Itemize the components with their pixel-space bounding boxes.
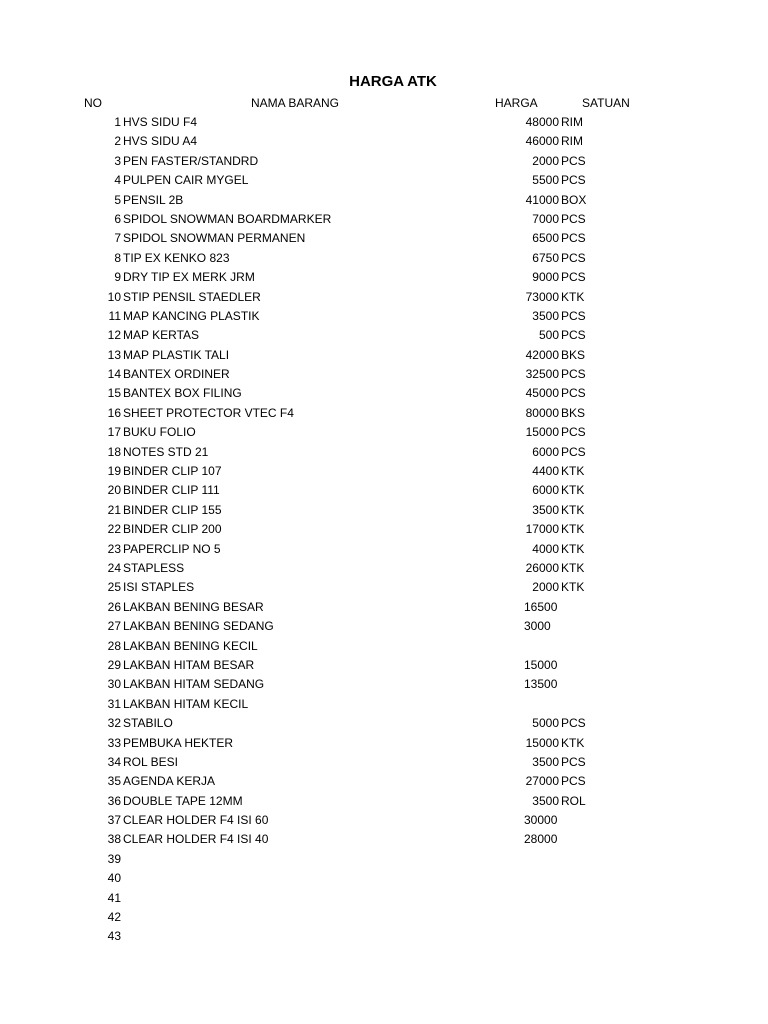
item-unit: KTK (561, 735, 585, 750)
table-row (0, 598, 768, 617)
row-number: 37 (107, 813, 121, 828)
item-name: HVS SIDU F4 (123, 115, 198, 129)
row-number: 18 (107, 444, 121, 459)
item-name: BANTEX ORDINER (123, 367, 230, 382)
row-number: 27 (107, 619, 121, 634)
row-number: 24 (107, 560, 121, 575)
table-row (0, 210, 768, 229)
item-price: 5500 (532, 173, 559, 188)
item-unit: KTK (561, 289, 585, 304)
item-name: MAP PLASTIK TALI (123, 347, 230, 362)
item-price: 42000 (525, 347, 559, 362)
row-number: 3 (114, 153, 121, 168)
column-header-no: NO (84, 96, 102, 110)
item-price: 3500 (532, 754, 559, 769)
row-number: 31 (107, 696, 121, 711)
item-price: 80000 (525, 405, 559, 420)
item-name: LAKBAN BENING SEDANG (123, 619, 274, 634)
table-row (0, 288, 768, 307)
item-price: 46000 (525, 134, 559, 149)
item-name: HVS SIDU A4 (123, 134, 198, 149)
item-name: BUKU FOLIO (123, 425, 196, 440)
item-price: 2000 (532, 580, 559, 595)
row-number: 40 (107, 871, 121, 886)
row-number: 26 (107, 599, 121, 614)
item-price: 4000 (532, 541, 559, 556)
item-price: 5000 (532, 716, 559, 731)
item-name: LAKBAN HITAM KECIL (123, 696, 249, 711)
item-price: 16500 (524, 599, 558, 614)
row-number: 22 (107, 522, 121, 537)
item-name: BINDER CLIP 200 (123, 522, 222, 537)
table-row (0, 869, 768, 888)
item-unit: PCS (561, 425, 586, 440)
table-row (0, 889, 768, 908)
item-name: CLEAR HOLDER F4 ISI 60 (123, 813, 269, 828)
item-unit: BOX (561, 192, 587, 207)
item-name: BINDER CLIP 107 (123, 464, 222, 479)
row-number: 33 (107, 735, 121, 750)
item-price: 28000 (524, 832, 558, 847)
row-number: 8 (114, 250, 121, 265)
row-number: 21 (107, 502, 121, 517)
item-name: AGENDA KERJA (123, 774, 216, 789)
row-number: 9 (114, 270, 121, 285)
item-price: 9000 (532, 270, 559, 285)
item-name: SHEET PROTECTOR VTEC F4 (123, 405, 294, 420)
table-row (0, 501, 768, 520)
table-row (0, 927, 768, 946)
item-unit: KTK (561, 502, 585, 517)
row-number: 10 (107, 289, 121, 304)
row-number: 28 (107, 638, 121, 653)
column-header-harga: HARGA (495, 96, 538, 110)
row-number: 1 (114, 115, 121, 129)
item-unit: PCS (561, 774, 586, 789)
item-price: 15000 (525, 735, 559, 750)
item-name: STIP PENSIL STAEDLER (123, 289, 261, 304)
table-row (0, 307, 768, 326)
table-row (0, 365, 768, 384)
item-unit: RIM (561, 134, 583, 149)
row-number: 36 (107, 793, 121, 808)
row-number: 13 (107, 347, 121, 362)
item-name: LAKBAN BENING KECIL (123, 638, 258, 653)
item-price: 13500 (524, 677, 558, 692)
table-row (0, 714, 768, 733)
item-price: 15000 (524, 657, 558, 672)
row-number: 5 (114, 192, 121, 207)
table-row (0, 443, 768, 462)
table-row (0, 695, 768, 714)
item-price: 30000 (524, 813, 558, 828)
item-name: LAKBAN BENING BESAR (123, 599, 264, 614)
item-price: 2000 (532, 153, 559, 168)
row-number: 34 (107, 754, 121, 769)
item-price: 73000 (525, 289, 559, 304)
table-row (0, 578, 768, 597)
row-number: 39 (107, 851, 121, 866)
item-price: 3500 (532, 793, 559, 808)
item-unit: PCS (561, 386, 586, 401)
table-row (0, 191, 768, 210)
table-row (0, 908, 768, 927)
item-unit: PCS (561, 716, 586, 731)
item-price: 41000 (525, 192, 559, 207)
table-row (0, 229, 768, 248)
table-row (0, 540, 768, 559)
item-price: 3500 (532, 308, 559, 323)
row-number: 38 (107, 832, 121, 847)
table-row (0, 462, 768, 481)
item-name: PAPERCLIP NO 5 (123, 541, 221, 556)
table-row (0, 171, 768, 190)
row-number: 16 (107, 405, 121, 420)
table-row (0, 404, 768, 423)
table-row (0, 850, 768, 869)
item-price: 26000 (525, 560, 559, 575)
page-title: HARGA ATK (349, 73, 437, 90)
row-number: 4 (114, 173, 121, 188)
item-unit: PCS (561, 211, 586, 226)
row-number: 20 (107, 483, 121, 498)
item-price: 6500 (532, 231, 559, 246)
table-row (0, 637, 768, 656)
item-name: PEMBUKA HEKTER (123, 735, 234, 750)
table-row (0, 675, 768, 694)
table-row (0, 753, 768, 772)
table-row (0, 268, 768, 287)
item-name: TIP EX KENKO 823 (123, 250, 230, 265)
table-row (0, 481, 768, 500)
table-row (0, 152, 768, 171)
column-header-satuan: SATUAN (582, 96, 630, 110)
item-name: NOTES STD 21 (123, 444, 209, 459)
item-name: MAP KERTAS (123, 328, 200, 343)
item-name: CLEAR HOLDER F4 ISI 40 (123, 832, 269, 847)
item-name: DOUBLE TAPE 12MM (123, 793, 243, 808)
item-price: 6000 (532, 483, 559, 498)
item-price: 15000 (525, 425, 559, 440)
price-table (0, 113, 768, 947)
item-price: 32500 (525, 367, 559, 382)
row-number: 6 (114, 211, 121, 226)
table-row (0, 772, 768, 791)
row-number: 7 (114, 231, 121, 246)
row-number: 35 (107, 774, 121, 789)
item-unit: PCS (561, 173, 586, 188)
item-name: PEN FASTER/STANDRD (123, 153, 259, 168)
table-row (0, 520, 768, 539)
row-number: 32 (107, 716, 121, 731)
item-name: STAPLESS (123, 560, 185, 575)
item-name: PENSIL 2B (123, 192, 184, 207)
item-unit: PCS (561, 328, 586, 343)
row-number: 14 (107, 367, 121, 382)
item-unit: KTK (561, 464, 585, 479)
item-name: PULPEN CAIR MYGEL (123, 173, 249, 188)
row-number: 11 (108, 308, 121, 323)
table-row (0, 617, 768, 636)
item-unit: BKS (561, 405, 586, 420)
row-number: 15 (107, 386, 121, 401)
item-price: 7000 (532, 211, 559, 226)
item-name: STABILO (123, 716, 173, 731)
item-unit: PCS (561, 754, 586, 769)
item-unit: PCS (561, 367, 586, 382)
item-price: 6000 (532, 444, 559, 459)
table-row (0, 384, 768, 403)
row-number: 29 (107, 657, 121, 672)
item-price: 17000 (525, 522, 559, 537)
item-unit: KTK (561, 560, 585, 575)
item-name: LAKBAN HITAM BESAR (123, 657, 255, 672)
row-number: 17 (107, 425, 121, 440)
table-row (0, 811, 768, 830)
item-price: 45000 (525, 386, 559, 401)
item-name: DRY TIP EX MERK JRM (123, 270, 255, 285)
item-unit: PCS (561, 231, 586, 246)
table-row (0, 559, 768, 578)
item-unit: PCS (561, 444, 586, 459)
item-price: 48000 (525, 115, 559, 129)
item-unit: KTK (561, 522, 585, 537)
table-row (0, 792, 768, 811)
item-price: 4400 (532, 464, 559, 479)
table-row (0, 249, 768, 268)
item-price: 3500 (532, 502, 559, 517)
item-name: SPIDOL SNOWMAN BOARDMARKER (123, 211, 332, 226)
item-name: SPIDOL SNOWMAN PERMANEN (123, 231, 306, 246)
item-name: ROL BESI (123, 754, 178, 769)
row-number: 43 (107, 929, 121, 944)
table-row (0, 113, 768, 132)
row-number: 30 (107, 677, 121, 692)
row-number: 42 (107, 910, 121, 925)
row-number: 2 (114, 134, 121, 149)
item-unit: PCS (561, 250, 586, 265)
table-row (0, 656, 768, 675)
row-number: 41 (107, 890, 121, 905)
item-name: LAKBAN HITAM SEDANG (123, 677, 265, 692)
item-unit: ROL (561, 793, 586, 808)
item-unit: PCS (561, 153, 586, 168)
item-name: BINDER CLIP 155 (123, 502, 222, 517)
item-price: 27000 (525, 774, 559, 789)
table-row (0, 423, 768, 442)
item-name: MAP KANCING PLASTIK (123, 308, 260, 323)
item-unit: PCS (561, 308, 586, 323)
item-unit: PCS (561, 270, 586, 285)
table-row (0, 132, 768, 151)
item-unit: KTK (561, 483, 585, 498)
item-price: 3000 (524, 619, 551, 634)
item-name: BINDER CLIP 111 (123, 483, 220, 498)
table-row (0, 734, 768, 753)
table-row (0, 346, 768, 365)
item-name: ISI STAPLES (123, 580, 195, 595)
item-price: 500 (538, 328, 559, 343)
table-row (0, 326, 768, 345)
row-number: 19 (107, 464, 121, 479)
row-number: 12 (107, 328, 121, 343)
item-price: 6750 (532, 250, 559, 265)
row-number: 23 (107, 541, 121, 556)
item-unit: KTK (561, 580, 585, 595)
item-unit: RIM (561, 115, 583, 129)
item-unit: KTK (561, 541, 585, 556)
item-unit: BKS (561, 347, 586, 362)
column-header-nama-barang: NAMA BARANG (251, 96, 340, 110)
row-number: 25 (107, 580, 121, 595)
item-name: BANTEX BOX FILING (123, 386, 242, 401)
table-row (0, 830, 768, 849)
